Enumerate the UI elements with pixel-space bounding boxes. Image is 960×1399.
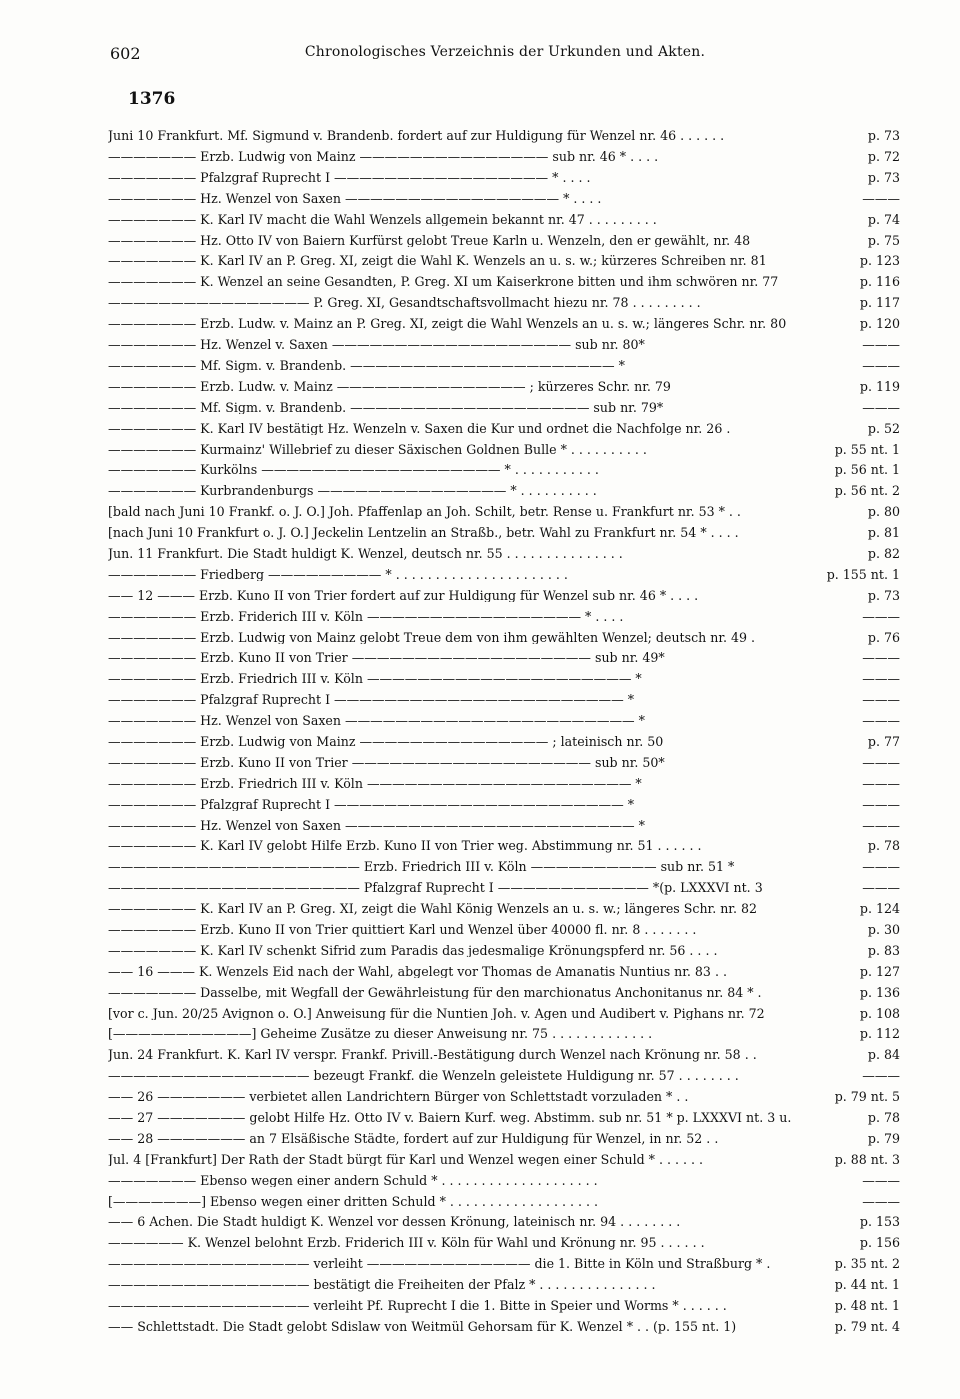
list-item: [108, 439, 900, 460]
page-reference: p. 136: [859, 984, 900, 1000]
list-item: [108, 941, 900, 962]
entry-text: ——————— K. Karl IV macht die Wahl Wenzels allgemein bekannt nr. 47 . . . . . . . . .: [108, 213, 657, 227]
page-reference: p. 155 nt. 1: [826, 566, 900, 582]
entry-text: [vor c. Jun. 20/25 Avignon o. O.] Anweisung für die Nuntien Joh. v. Agen und Audibert v. Pighans nr. 72: [108, 1007, 765, 1021]
page-reference: ———: [862, 859, 900, 875]
entry-text: —— Schlettstadt. Die Stadt gelobt Sdislaw von Weitmül Gehorsam für K. Wenzel * . . (p. 155 nt. 1): [108, 1320, 737, 1334]
list-item: [108, 690, 900, 711]
list-item: [108, 377, 900, 398]
list-item: [108, 962, 900, 983]
page-reference: p. 30: [867, 921, 900, 937]
list-item: [108, 774, 900, 795]
page-reference: p. 120: [859, 316, 900, 332]
list-item: [108, 356, 900, 377]
page-reference: p. 56 nt. 2: [834, 483, 900, 499]
entry-text: ——————— Ebenso wegen einer andern Schuld * . . . . . . . . . . . . . . . . . . . .: [108, 1174, 598, 1188]
page-reference: p. 78: [867, 1110, 900, 1125]
entry-text: ——————— K. Karl IV bestätigt Hz. Wenzeln v. Saxen die Kur und ordnet die Nachfolge nr. 26 .: [108, 422, 731, 436]
entry-text: ——————— Dasselbe, mit Wegfall der Gewährleistung für den marchionatus Anchonitanus nr. 84 * .: [108, 986, 762, 1000]
list-item: [108, 544, 900, 565]
entry-text: ——————— Hz. Wenzel von Saxen ————————————————— * . . . .: [108, 192, 602, 206]
list-item: [108, 1191, 900, 1212]
page-reference: p. 79: [867, 1130, 900, 1146]
page-reference: p. 73: [867, 169, 900, 185]
entry-text: ——————— Erzb. Kuno II von Trier ——————————————————— sub nr. 50*: [108, 756, 665, 770]
list-item: [108, 732, 900, 753]
entry-text: ———————————————— verleiht ————————————— die 1. Bitte in Köln und Straßburg * .: [108, 1258, 771, 1271]
list-item: [108, 920, 900, 941]
entry-text: Jun. 24 Frankfurt. K. Karl IV verspr. Frankf. Privill.-Bestätigung durch Wenzel nach Krönung nr. 58 . .: [108, 1049, 757, 1062]
list-item: [108, 418, 900, 439]
list-item: [108, 481, 900, 502]
page-number: 602: [110, 44, 141, 63]
page-reference: ———: [862, 337, 900, 353]
page-reference: ———: [862, 1172, 900, 1188]
list-item: [108, 523, 900, 544]
page-reference: p. 79 nt. 5: [834, 1089, 900, 1105]
list-item: [108, 147, 900, 168]
list-item: [108, 565, 900, 586]
entry-text: ———————————————— verleiht Pf. Ruprecht I die 1. Bitte in Speier und Worms * . . . . . .: [108, 1300, 727, 1313]
year-heading: 1376: [128, 89, 176, 109]
list-item: [108, 753, 900, 774]
list-item: [108, 627, 900, 648]
list-item: [108, 1045, 900, 1066]
page-reference: p. 84: [867, 1047, 900, 1063]
page-reference: p. 80: [867, 504, 900, 520]
page-reference: p. 74: [867, 211, 900, 227]
entry-text: [———————] Ebenso wegen einer dritten Schuld * . . . . . . . . . . . . . . . . . . .: [108, 1195, 598, 1209]
entry-text: ———————————————————— Pfalzgraf Ruprecht I ———————————— *(p. LXXXVI nt. 3: [108, 882, 763, 895]
page-reference: p. 73: [867, 587, 900, 603]
entry-text: ——————— Erzb. Friedrich III v. Köln ————————————————————— *: [108, 777, 642, 791]
entry-text: [nach Juni 10 Frankfurt o. J. O.] Jeckelin Lentzelin an Straßb., betr. Wahl zu Frankfurt nr. 54 * . . . .: [108, 527, 739, 540]
entry-text: ——————— Erzb. Friderich III v. Köln ————————————————— * . . . .: [108, 610, 624, 624]
entry-text: —— 16 ——— K. Wenzels Eid nach der Wahl, abgelegt vor Thomas de Amanatis Nuntius nr. 83 . .: [108, 965, 727, 979]
list-item: [108, 586, 900, 607]
list-item: [108, 126, 900, 147]
page-reference: p. 52: [867, 420, 900, 436]
list-item: [108, 983, 900, 1004]
list-item: [108, 1254, 900, 1275]
list-item: [108, 1275, 900, 1296]
page-reference: ———: [862, 608, 900, 624]
list-item: [108, 1317, 900, 1338]
page-reference: p. 77: [867, 733, 900, 749]
list-item: [108, 460, 900, 481]
page-reference: ———: [862, 1068, 900, 1084]
list-item: [108, 189, 900, 210]
page-reference: p. 116: [859, 274, 900, 290]
entry-text: ——————— Erzb. Ludwig von Mainz gelobt Treue dem von ihm gewählten Wenzel; deutsch nr. 49 .: [108, 631, 756, 645]
entry-text: Jul. 4 [Frankfurt] Der Rath der Stadt bürgt für Karl und Wenzel wegen einer Schuld * . . . . . .: [108, 1153, 704, 1167]
page-reference: ———: [862, 692, 900, 708]
list-item: [108, 1171, 900, 1192]
list-item: [108, 669, 900, 690]
entry-text: ———————————————————— Erzb. Friedrich III v. Köln —————————— sub nr. 51 *: [108, 861, 735, 874]
entry-text: —— 6 Achen. Die Stadt huldigt K. Wenzel vor dessen Krönung, lateinisch nr. 94 . . . . . . . .: [108, 1216, 681, 1230]
page-reference: p. 127: [859, 963, 900, 979]
list-item: [108, 857, 900, 878]
list-item: [108, 1233, 900, 1254]
page-reference: p. 88 nt. 3: [834, 1151, 900, 1167]
page-reference: p. 83: [867, 942, 900, 958]
entry-text: ——————— Erzb. Ludwig von Mainz ——————————————— ; lateinisch nr. 50: [108, 735, 664, 749]
page-reference: p. 82: [867, 545, 900, 561]
list-item: [108, 230, 900, 251]
list-item: [108, 1003, 900, 1024]
list-item: [108, 210, 900, 231]
page-reference: p. 75: [867, 232, 900, 248]
page-reference: p. 123: [859, 253, 900, 269]
entry-text: —— 26 ——————— verbietet allen Landrichtern Bürger von Schlettstadt vorzuladen * . .: [108, 1091, 689, 1104]
list-item: [108, 1024, 900, 1045]
page-reference: p. 55 nt. 1: [834, 441, 900, 457]
page-reference: ———: [862, 357, 900, 373]
list-item: [108, 293, 900, 314]
entry-text: ——————— Erzb. Ludw. v. Mainz an P. Greg. XI, zeigt die Wahl Wenzels an u. s. w.; längeres Schr. nr. 80: [108, 318, 787, 331]
list-item: [108, 168, 900, 189]
page-reference: p. 73: [867, 128, 900, 144]
entry-text: ——————— Kurkölns ——————————————————— * . . . . . . . . . . .: [108, 464, 599, 477]
page-reference: p. 72: [867, 149, 900, 165]
entry-text: [———————————] Geheime Zusätze zu dieser Anweisung nr. 75 . . . . . . . . . . . . .: [108, 1028, 653, 1042]
page-reference: p. 153: [859, 1214, 900, 1230]
entry-list: [108, 126, 900, 1338]
entry-text: ——————— Friedberg ————————— * . . . . . . . . . . . . . . . . . . . . . .: [108, 568, 568, 582]
page-reference: p. 44 nt. 1: [834, 1277, 900, 1293]
list-item: [108, 1212, 900, 1233]
page-reference: ———: [862, 775, 900, 791]
entry-text: ——————— Kurbrandenburgs ——————————————— * . . . . . . . . . .: [108, 485, 597, 498]
entry-text: ———————————————— bestätigt die Freiheiten der Pfalz * . . . . . . . . . . . . . . .: [108, 1279, 656, 1292]
page-reference: p. 79 nt. 4: [834, 1318, 900, 1334]
page-reference: p. 35 nt. 2: [834, 1256, 900, 1272]
page-reference: ———: [862, 671, 900, 687]
list-item: [108, 1108, 900, 1129]
page-reference: p. 112: [859, 1026, 900, 1042]
page-reference: ———: [862, 650, 900, 666]
page-reference: p. 117: [859, 295, 900, 311]
page-reference: ———: [862, 399, 900, 415]
list-item: [108, 815, 900, 836]
entry-text: —————— K. Wenzel belohnt Erzb. Friderich III v. Köln für Wahl und Krönung nr. 95 . . . . . .: [108, 1237, 705, 1250]
entry-text: ——————— K. Karl IV schenkt Sifrid zum Paradis das jedesmalige Krönungspferd nr. 56 . . . .: [108, 944, 718, 958]
page-reference: p. 48 nt. 1: [834, 1298, 900, 1314]
page-reference: p. 108: [859, 1005, 900, 1021]
list-item: [108, 272, 900, 293]
page-reference: p. 119: [859, 378, 900, 394]
entry-text: ——————— K. Karl IV an P. Greg. XI, zeigt die Wahl K. Wenzels an u. s. w.; kürzeres Schreiben nr. 81: [108, 255, 767, 269]
list-item: [108, 878, 900, 899]
page-reference: ———: [862, 796, 900, 812]
page-reference: ———: [862, 190, 900, 206]
list-item: [108, 251, 900, 272]
entry-text: ———————————————— P. Greg. XI, Gesandtschaftsvollmacht hiezu nr. 78 . . . . . . . . .: [108, 297, 701, 310]
page-reference: p. 81: [867, 525, 900, 541]
page-reference: p. 56 nt. 1: [834, 462, 900, 478]
entry-text: ——————— Hz. Wenzel v. Saxen ——————————————————— sub nr. 80*: [108, 339, 645, 352]
list-item: [108, 398, 900, 419]
entry-text: ———————————————— bezeugt Frankf. die Wenzeln geleistete Huldigung nr. 57 . . . . . . . .: [108, 1070, 739, 1083]
entry-text: ——————— Hz. Wenzel von Saxen ——————————————————————— *: [108, 819, 645, 833]
running-title: Chronologisches Verzeichnis der Urkunden und Akten.: [304, 44, 706, 60]
entry-text: ——————— K. Karl IV an P. Greg. XI, zeigt die Wahl König Wenzels an u. s. w.; längeres Schr. nr. 82: [108, 903, 757, 916]
page-reference: p. 156: [859, 1235, 900, 1251]
list-item: [108, 648, 900, 669]
running-header: [110, 44, 900, 66]
page-reference: p. 76: [867, 629, 900, 645]
entry-text: ——————— Hz. Wenzel von Saxen ——————————————————————— *: [108, 715, 645, 728]
entry-text: ——————— Pfalzgraf Ruprecht I ——————————————————————— *: [108, 798, 635, 812]
entry-text: —— 27 ——————— gelobt Hilfe Hz. Otto IV v. Baiern Kurf. weg. Abstimm. sub nr. 51 * p. LXXXVI nt. 3 u.: [108, 1112, 792, 1125]
entry-text: —— 28 ——————— an 7 Elsäßische Städte, fordert auf zur Huldigung für Wenzel, in nr. 52 . .: [108, 1132, 719, 1146]
entry-text: ——————— Erzb. Kuno II von Trier quittiert Karl und Wenzel über 40000 fl. nr. 8 . . . . . . .: [108, 923, 697, 937]
entry-text: ——————— Hz. Otto IV von Baiern Kurfürst gelobt Treue Karln u. Wenzeln, den er gewählt, nr. 48: [108, 234, 751, 248]
list-item: [108, 711, 900, 732]
list-item: [108, 1129, 900, 1150]
list-item: [108, 1150, 900, 1171]
entry-text: ——————— K. Wenzel an seine Gesandten, P. Greg. XI um Kaiserkrone bitten und ihm schwören nr. 77: [108, 276, 779, 289]
page-reference: ———: [862, 880, 900, 896]
list-item: [108, 899, 900, 920]
list-item: [108, 1066, 900, 1087]
page-reference: ———: [862, 754, 900, 770]
entry-text: ——————— Erzb. Friedrich III v. Köln ————————————————————— *: [108, 673, 642, 686]
page-reference: ———: [862, 713, 900, 729]
list-item: [108, 1296, 900, 1317]
entry-text: ——————— Mf. Sigm. v. Brandenb. ——————————————————— sub nr. 79*: [108, 401, 664, 415]
entry-text: ——————— Kurmainz' Willebrief zu dieser Säxischen Goldnen Bulle * . . . . . . . . . .: [108, 443, 647, 457]
list-item: [108, 502, 900, 523]
list-item: [108, 836, 900, 857]
entry-text: ——————— K. Karl IV gelobt Hilfe Erzb. Kuno II von Trier weg. Abstimmung nr. 51 . . . . . .: [108, 840, 702, 854]
entry-text: ——————— Erzb. Kuno II von Trier ——————————————————— sub nr. 49*: [108, 652, 665, 665]
list-item: [108, 795, 900, 816]
entry-text: Juni 10 Frankfurt. Mf. Sigmund v. Brandenb. fordert auf zur Huldigung für Wenzel nr. 46 . . . . . .: [108, 130, 725, 143]
entry-text: ——————— Mf. Sigm. v. Brandenb. ————————————————————— *: [108, 359, 625, 373]
entry-text: ——————— Erzb. Ludw. v. Mainz ——————————————— ; kürzeres Schr. nr. 79: [108, 380, 671, 394]
page-reference: p. 78: [867, 838, 900, 854]
list-item: [108, 1087, 900, 1108]
page-reference: ———: [862, 1193, 900, 1209]
list-item: [108, 335, 900, 356]
entry-text: ——————— Erzb. Ludwig von Mainz ——————————————— sub nr. 46 * . . . .: [108, 151, 659, 164]
entry-text: Jun. 11 Frankfurt. Die Stadt huldigt K. Wenzel, deutsch nr. 55 . . . . . . . . . . . . . . .: [108, 547, 623, 561]
page-reference: p. 124: [859, 901, 900, 917]
entry-text: ——————— Pfalzgraf Ruprecht I ————————————————— * . . . .: [108, 171, 591, 185]
entry-text: —— 12 ——— Erzb. Kuno II von Trier fordert auf zur Huldigung für Wenzel sub nr. 46 * . . . .: [108, 589, 699, 603]
list-item: [108, 606, 900, 627]
page-reference: ———: [862, 817, 900, 833]
entry-text: [bald nach Juni 10 Frankf. o. J. O.] Joh. Pfaffenlap an Joh. Schilt, betr. Rense u. Frankfurt nr. 53 * . .: [108, 506, 741, 519]
list-item: [108, 314, 900, 335]
entry-text: ——————— Pfalzgraf Ruprecht I ——————————————————————— *: [108, 694, 635, 707]
